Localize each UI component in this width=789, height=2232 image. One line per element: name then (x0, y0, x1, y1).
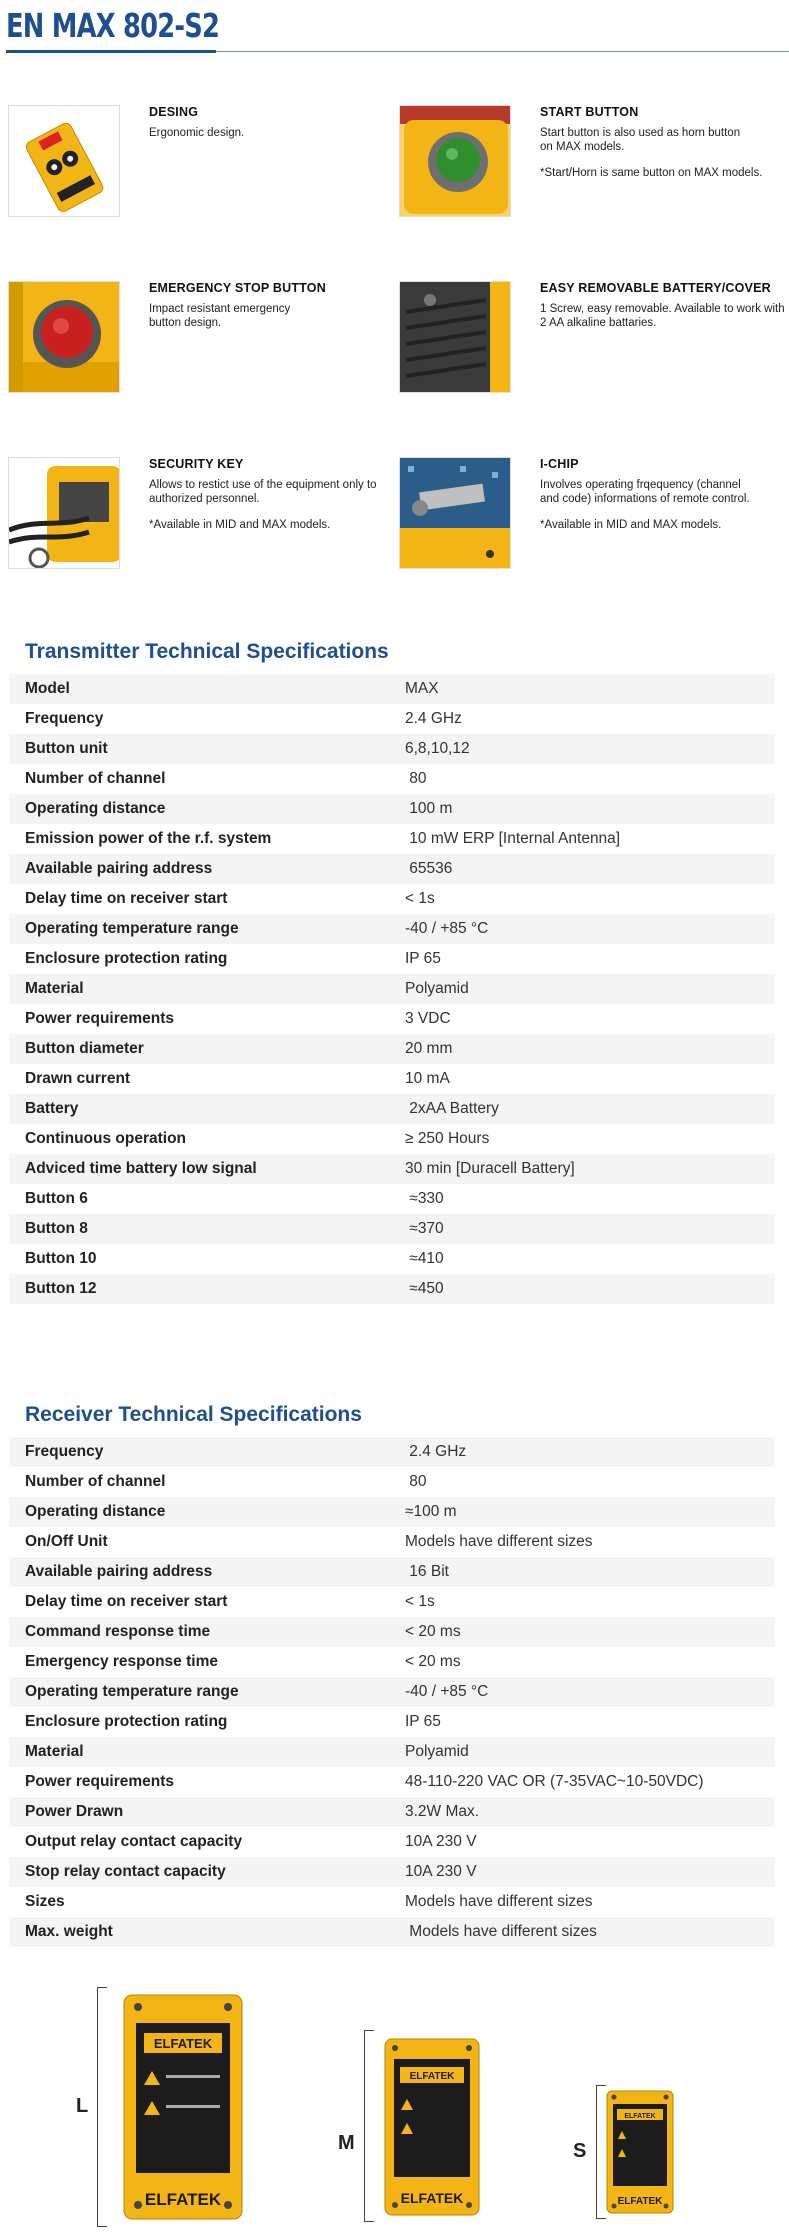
feature-text: Impact resistant emergency button design. (149, 303, 291, 329)
battery-cover-image (399, 281, 511, 393)
transmitter-specs-table (9, 674, 775, 1304)
spec-label: Available pairing address (9, 1557, 405, 1587)
spec-label: Continuous operation (25, 1130, 187, 1147)
spec-value: 2.4 GHz (405, 710, 462, 727)
emergency-stop-image (8, 281, 120, 393)
feature-text: Involves operating frqequency (channel and code) informations of remote control. (540, 479, 750, 505)
spec-label: Sizes (25, 1893, 65, 1910)
spec-label: Delay time on receiver start (25, 1593, 228, 1610)
spec-value: 10 mA (405, 1070, 450, 1087)
spec-value: IP 65 (405, 950, 441, 967)
spec-row (9, 1467, 775, 1497)
svg-text:ELFATEK: ELFATEK (400, 2190, 464, 2206)
spec-label: Battery (9, 1094, 405, 1124)
spec-value: 3.2W Max. (405, 1797, 775, 1827)
spec-value: ≈330 (405, 1190, 444, 1207)
spec-label: Operating temperature range (9, 1677, 405, 1707)
feature-title: DESING (149, 105, 199, 119)
feature-title: EASY REMOVABLE BATTERY/COVER (540, 281, 771, 295)
svg-text:ELFATEK: ELFATEK (624, 2113, 656, 2120)
security-key-image (8, 457, 120, 569)
feature-body (149, 127, 399, 154)
spec-label: Model (9, 674, 405, 704)
spec-label: Button diameter (9, 1034, 405, 1064)
spec-row (9, 1737, 775, 1767)
spec-value: Polyamid (405, 974, 775, 1004)
feature-text: Start button is also used as horn button on MAX models. (540, 127, 741, 153)
spec-label: Emergency response time (25, 1653, 218, 1670)
spec-row (9, 1154, 775, 1184)
feature-text: Ergonomic design. (149, 127, 245, 139)
spec-value: ≈100 m (405, 1497, 775, 1527)
design-product-image (8, 105, 120, 217)
spec-value: < 20 ms (405, 1617, 775, 1647)
receiver-sizes (0, 1975, 789, 2232)
spec-label: Button 6 (25, 1190, 88, 1207)
spec-row (9, 1064, 775, 1094)
spec-value: Models have different sizes (405, 1917, 775, 1947)
spec-label: Command response time (9, 1617, 405, 1647)
spec-row (9, 1617, 775, 1647)
spec-value: 2.4 GHz (405, 1437, 775, 1467)
spec-row (9, 1767, 775, 1797)
spec-label: Available pairing address (9, 854, 405, 884)
i-chip-image (399, 457, 511, 569)
spec-row (9, 1497, 775, 1527)
spec-label: Button unit (9, 734, 405, 764)
spec-row (9, 1857, 775, 1887)
size-bracket-m (364, 2030, 374, 2222)
header-divider-accent (6, 50, 216, 53)
spec-row (9, 794, 775, 824)
spec-value: 100 m (405, 794, 775, 824)
feature-text: 1 Screw, easy removable. Available to work with 2 AA alkaline battaries. (540, 303, 785, 329)
spec-row (9, 1587, 775, 1617)
receiver-m-image (383, 2037, 481, 2217)
spec-row (9, 1244, 775, 1274)
spec-label: Material (9, 974, 405, 1004)
spec-row (9, 1184, 775, 1214)
spec-label: Enclosure protection rating (25, 950, 228, 967)
svg-text:ELFATEK: ELFATEK (144, 2190, 222, 2209)
spec-row (9, 1527, 775, 1557)
spec-row (9, 1707, 775, 1737)
svg-text:ELFATEK: ELFATEK (409, 2071, 455, 2082)
spec-value: 10 mW ERP [Internal Antenna] (405, 830, 621, 847)
spec-value: ≈410 (405, 1250, 444, 1267)
spec-value: IP 65 (405, 1713, 441, 1730)
spec-value: 10A 230 V (405, 1857, 775, 1887)
feature-text: *Available in MID and MAX models. (149, 519, 331, 531)
size-label-l: L (76, 2095, 89, 2117)
spec-row (9, 914, 775, 944)
spec-row (9, 1647, 775, 1677)
spec-value: MAX (405, 674, 775, 704)
feature-i-chip (399, 457, 789, 572)
spec-label: Operating temperature range (9, 914, 405, 944)
feature-start-button (399, 105, 789, 220)
receiver-s-image (605, 2089, 675, 2215)
spec-value: ≈370 (405, 1214, 775, 1244)
svg-text:ELFATEK: ELFATEK (617, 2196, 663, 2207)
spec-row (9, 1124, 775, 1154)
start-button-image (399, 105, 511, 217)
spec-value: Models have different sizes (405, 1533, 593, 1550)
spec-value: 16 Bit (405, 1557, 775, 1587)
spec-value: 3 VDC (405, 1010, 451, 1027)
feature-body (540, 303, 789, 343)
spec-row (9, 974, 775, 1004)
spec-row (9, 884, 775, 914)
feature-body (149, 303, 399, 343)
spec-row (9, 944, 775, 974)
spec-value: 80 (405, 1473, 427, 1490)
feature-text: Allows to restict use of the equipment only to authorized personnel. (149, 479, 377, 505)
spec-value: 2xAA Battery (405, 1094, 775, 1124)
spec-row (9, 1557, 775, 1587)
spec-row (9, 824, 775, 854)
feature-body (540, 127, 789, 194)
spec-label: Adviced time battery low signal (9, 1154, 405, 1184)
spec-label: Power requirements (25, 1773, 175, 1790)
feature-text: *Start/Horn is same button on MAX models. (540, 167, 763, 179)
spec-row (9, 1004, 775, 1034)
spec-label: Number of channel (25, 770, 166, 787)
spec-row (9, 674, 775, 704)
spec-value: ≥ 250 Hours (405, 1130, 490, 1147)
spec-value: 6,8,10,12 (405, 734, 775, 764)
feature-body (540, 479, 789, 546)
spec-value: -40 / +85 °C (405, 914, 775, 944)
feature-text: *Available in MID and MAX models. (540, 519, 722, 531)
spec-row (9, 1214, 775, 1244)
spec-row (9, 734, 775, 764)
spec-value: -40 / +85 °C (405, 1677, 775, 1707)
size-bracket-l (97, 1987, 107, 2227)
spec-label: Drawn current (25, 1070, 131, 1087)
spec-label: Output relay contact capacity (25, 1833, 243, 1850)
feature-emergency-stop (8, 281, 398, 396)
spec-value: < 1s (405, 1593, 435, 1610)
spec-value: 80 (405, 770, 427, 787)
spec-row (9, 1917, 775, 1947)
spec-value: < 1s (405, 890, 435, 907)
page-header (0, 0, 789, 56)
spec-value: < 20 ms (405, 1653, 461, 1670)
spec-row (9, 1887, 775, 1917)
spec-row (9, 764, 775, 794)
spec-value: 20 mm (405, 1034, 775, 1064)
transmitter-specs-title: Transmitter Technical Specifications (25, 640, 389, 663)
spec-label: Emission power of the r.f. system (25, 830, 272, 847)
feature-title: I-CHIP (540, 457, 579, 471)
spec-label: Power requirements (25, 1010, 175, 1027)
feature-title: START BUTTON (540, 105, 639, 119)
page-title: EN MAX 802-S2 (6, 6, 220, 45)
spec-row (9, 1827, 775, 1857)
feature-title: SECURITY KEY (149, 457, 244, 471)
feature-title: EMERGENCY STOP BUTTON (149, 281, 326, 295)
spec-label: Operating distance (9, 794, 405, 824)
spec-row (9, 1677, 775, 1707)
size-label-s: S (573, 2140, 587, 2162)
spec-row (9, 1437, 775, 1467)
spec-label: Power Drawn (9, 1797, 405, 1827)
spec-label: Button 8 (9, 1214, 405, 1244)
spec-row (9, 854, 775, 884)
feature-body (149, 479, 399, 546)
spec-row (9, 1797, 775, 1827)
receiver-specs-title: Receiver Technical Specifications (25, 1403, 362, 1426)
spec-label: Stop relay contact capacity (9, 1857, 405, 1887)
spec-label: Button 10 (25, 1250, 97, 1267)
spec-value: 48-110-220 VAC OR (7-35VAC~10-50VDC) (405, 1773, 704, 1790)
svg-text:ELFATEK: ELFATEK (153, 2036, 213, 2051)
spec-row (9, 704, 775, 734)
feature-design (8, 105, 398, 220)
spec-label: Operating distance (9, 1497, 405, 1527)
spec-row (9, 1034, 775, 1064)
spec-label: Enclosure protection rating (25, 1713, 228, 1730)
receiver-l-image (122, 1993, 244, 2221)
spec-value: Models have different sizes (405, 1893, 593, 1910)
spec-label: Frequency (25, 710, 104, 727)
spec-label: On/Off Unit (25, 1533, 108, 1550)
feature-battery-cover (399, 281, 789, 396)
spec-label: Delay time on receiver start (25, 890, 228, 907)
spec-label: Number of channel (25, 1473, 166, 1490)
feature-security-key (8, 457, 398, 572)
receiver-specs-table (9, 1437, 775, 1947)
spec-value: 30 min [Duracell Battery] (405, 1154, 775, 1184)
spec-row (9, 1094, 775, 1124)
spec-value: ≈450 (405, 1274, 775, 1304)
spec-label: Frequency (9, 1437, 405, 1467)
spec-label: Button 12 (9, 1274, 405, 1304)
spec-row (9, 1274, 775, 1304)
spec-value: 65536 (405, 854, 775, 884)
spec-label: Material (9, 1737, 405, 1767)
size-label-m: M (338, 2132, 355, 2154)
spec-value: 10A 230 V (405, 1833, 477, 1850)
spec-label: Max. weight (9, 1917, 405, 1947)
spec-value: Polyamid (405, 1737, 775, 1767)
